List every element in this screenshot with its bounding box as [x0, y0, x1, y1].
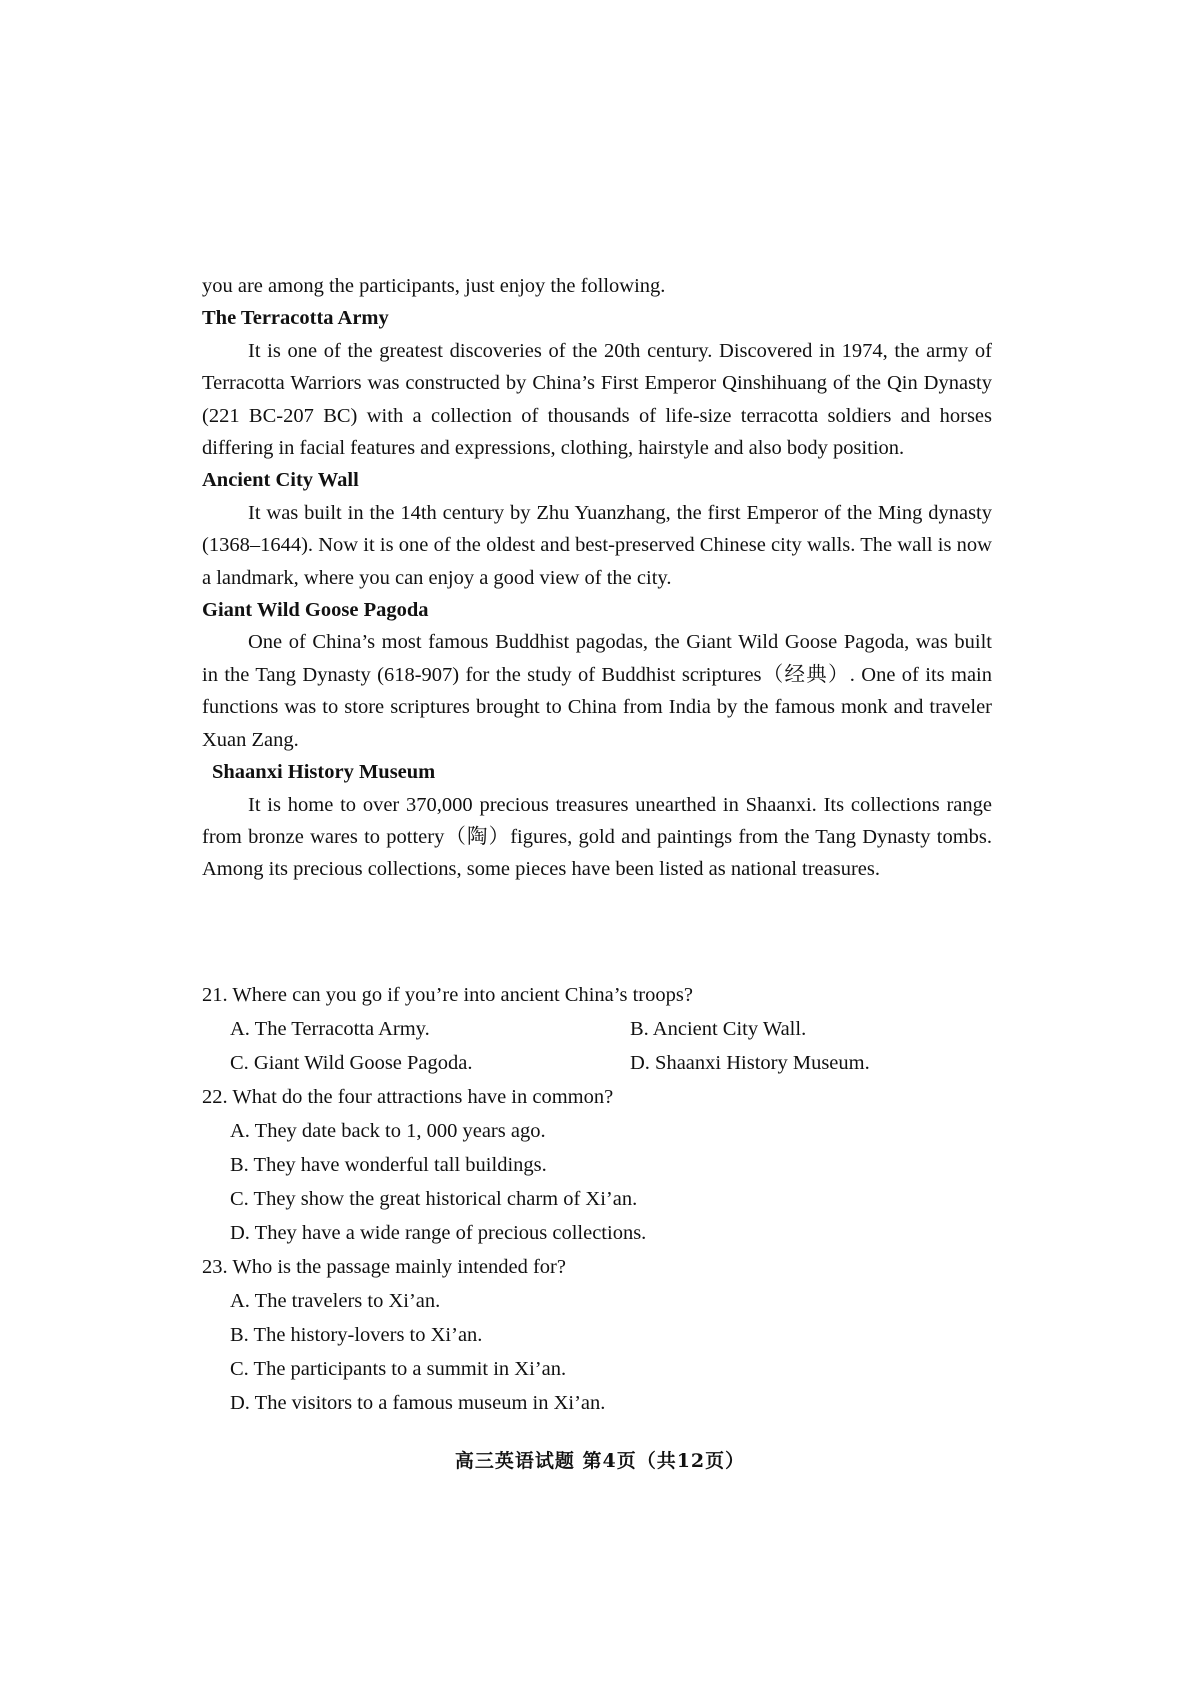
question-21-options — [202, 1012, 992, 1080]
question-23-option-b: B. The history-lovers to Xi’an. — [230, 1324, 483, 1346]
page-footer: 高三英语试题 第4页（共12页） — [454, 1450, 746, 1472]
question-21-option-c: C. Giant Wild Goose Pagoda. — [230, 1052, 473, 1074]
reading-passage — [202, 270, 992, 886]
question-21-option-b: B. Ancient City Wall. — [630, 1018, 807, 1040]
question-21-stem: 21. Where can you go if you’re into ancient China’s troops? — [202, 984, 693, 1006]
section-text-ancient-city-wall: It was built in the 14th century by Zhu Yuanzhang, the first Emperor of the Ming dynasty (1368–1644). Now it is one of the oldest and best-preserved Chinese city walls. The wall is now a landmark, where you can enjoy a good view of the city. — [202, 501, 992, 589]
question-23-option-a: A. The travelers to Xi’an. — [230, 1290, 441, 1312]
question-list — [202, 978, 992, 1420]
question-22-stem: 22. What do the four attractions have in common? — [202, 1086, 614, 1108]
section-heading-terracotta-army: The Terracotta Army — [202, 307, 389, 330]
section-text-terracotta-army: It is one of the greatest discoveries of the 20th century. Discovered in 1974, the army of Terracotta Warriors was constructed by China’s First Emperor Qinshihuang of the Qin Dynasty (221 BC-207 BC) with a collection of thousands of life-size terracotta soldiers and horses differing in facial features and expressions, clothing, hairstyle and also body position. — [202, 339, 992, 460]
question-21-option-a: A. The Terracotta Army. — [230, 1018, 430, 1040]
section-heading-shaanxi-history-museum: Shaanxi History Museum — [212, 761, 436, 784]
question-23-option-c: C. The participants to a summit in Xi’an. — [230, 1358, 567, 1380]
section-text-shaanxi-history-museum: It is home to over 370,000 precious treasures unearthed in Shaanxi. Its collections range from bronze wares to pottery（陶）figures, gold and paintings from the Tang Dynasty tombs. Among its precious collections, some pieces have been listed as national treasures. — [202, 793, 992, 881]
section-text-giant-wild-goose-pagoda: One of China’s most famous Buddhist pagodas, the Giant Wild Goose Pagoda, was built in the Tang Dynasty (618-907) for the study of Buddhist scriptures（经典）. One of its main functions was to store scriptures brought to China from India by the famous monk and traveler Xuan Zang. — [202, 631, 992, 751]
question-22-option-c: C. They show the great historical charm of Xi’an. — [230, 1188, 638, 1210]
question-23-stem: 23. Who is the passage mainly intended for? — [202, 1256, 566, 1278]
question-22-option-b: B. They have wonderful tall buildings. — [230, 1154, 547, 1176]
question-23-option-d: D. The visitors to a famous museum in Xi’an. — [230, 1392, 606, 1414]
section-heading-ancient-city-wall: Ancient City Wall — [202, 469, 359, 492]
question-21-option-d: D. Shaanxi History Museum. — [630, 1052, 870, 1074]
section-heading-giant-wild-goose-pagoda: Giant Wild Goose Pagoda — [202, 599, 429, 622]
passage-intro: you are among the participants, just enjoy the following. — [202, 275, 666, 297]
question-22-option-d: D. They have a wide range of precious collections. — [230, 1222, 647, 1244]
question-22-option-a: A. They date back to 1, 000 years ago. — [230, 1120, 546, 1142]
